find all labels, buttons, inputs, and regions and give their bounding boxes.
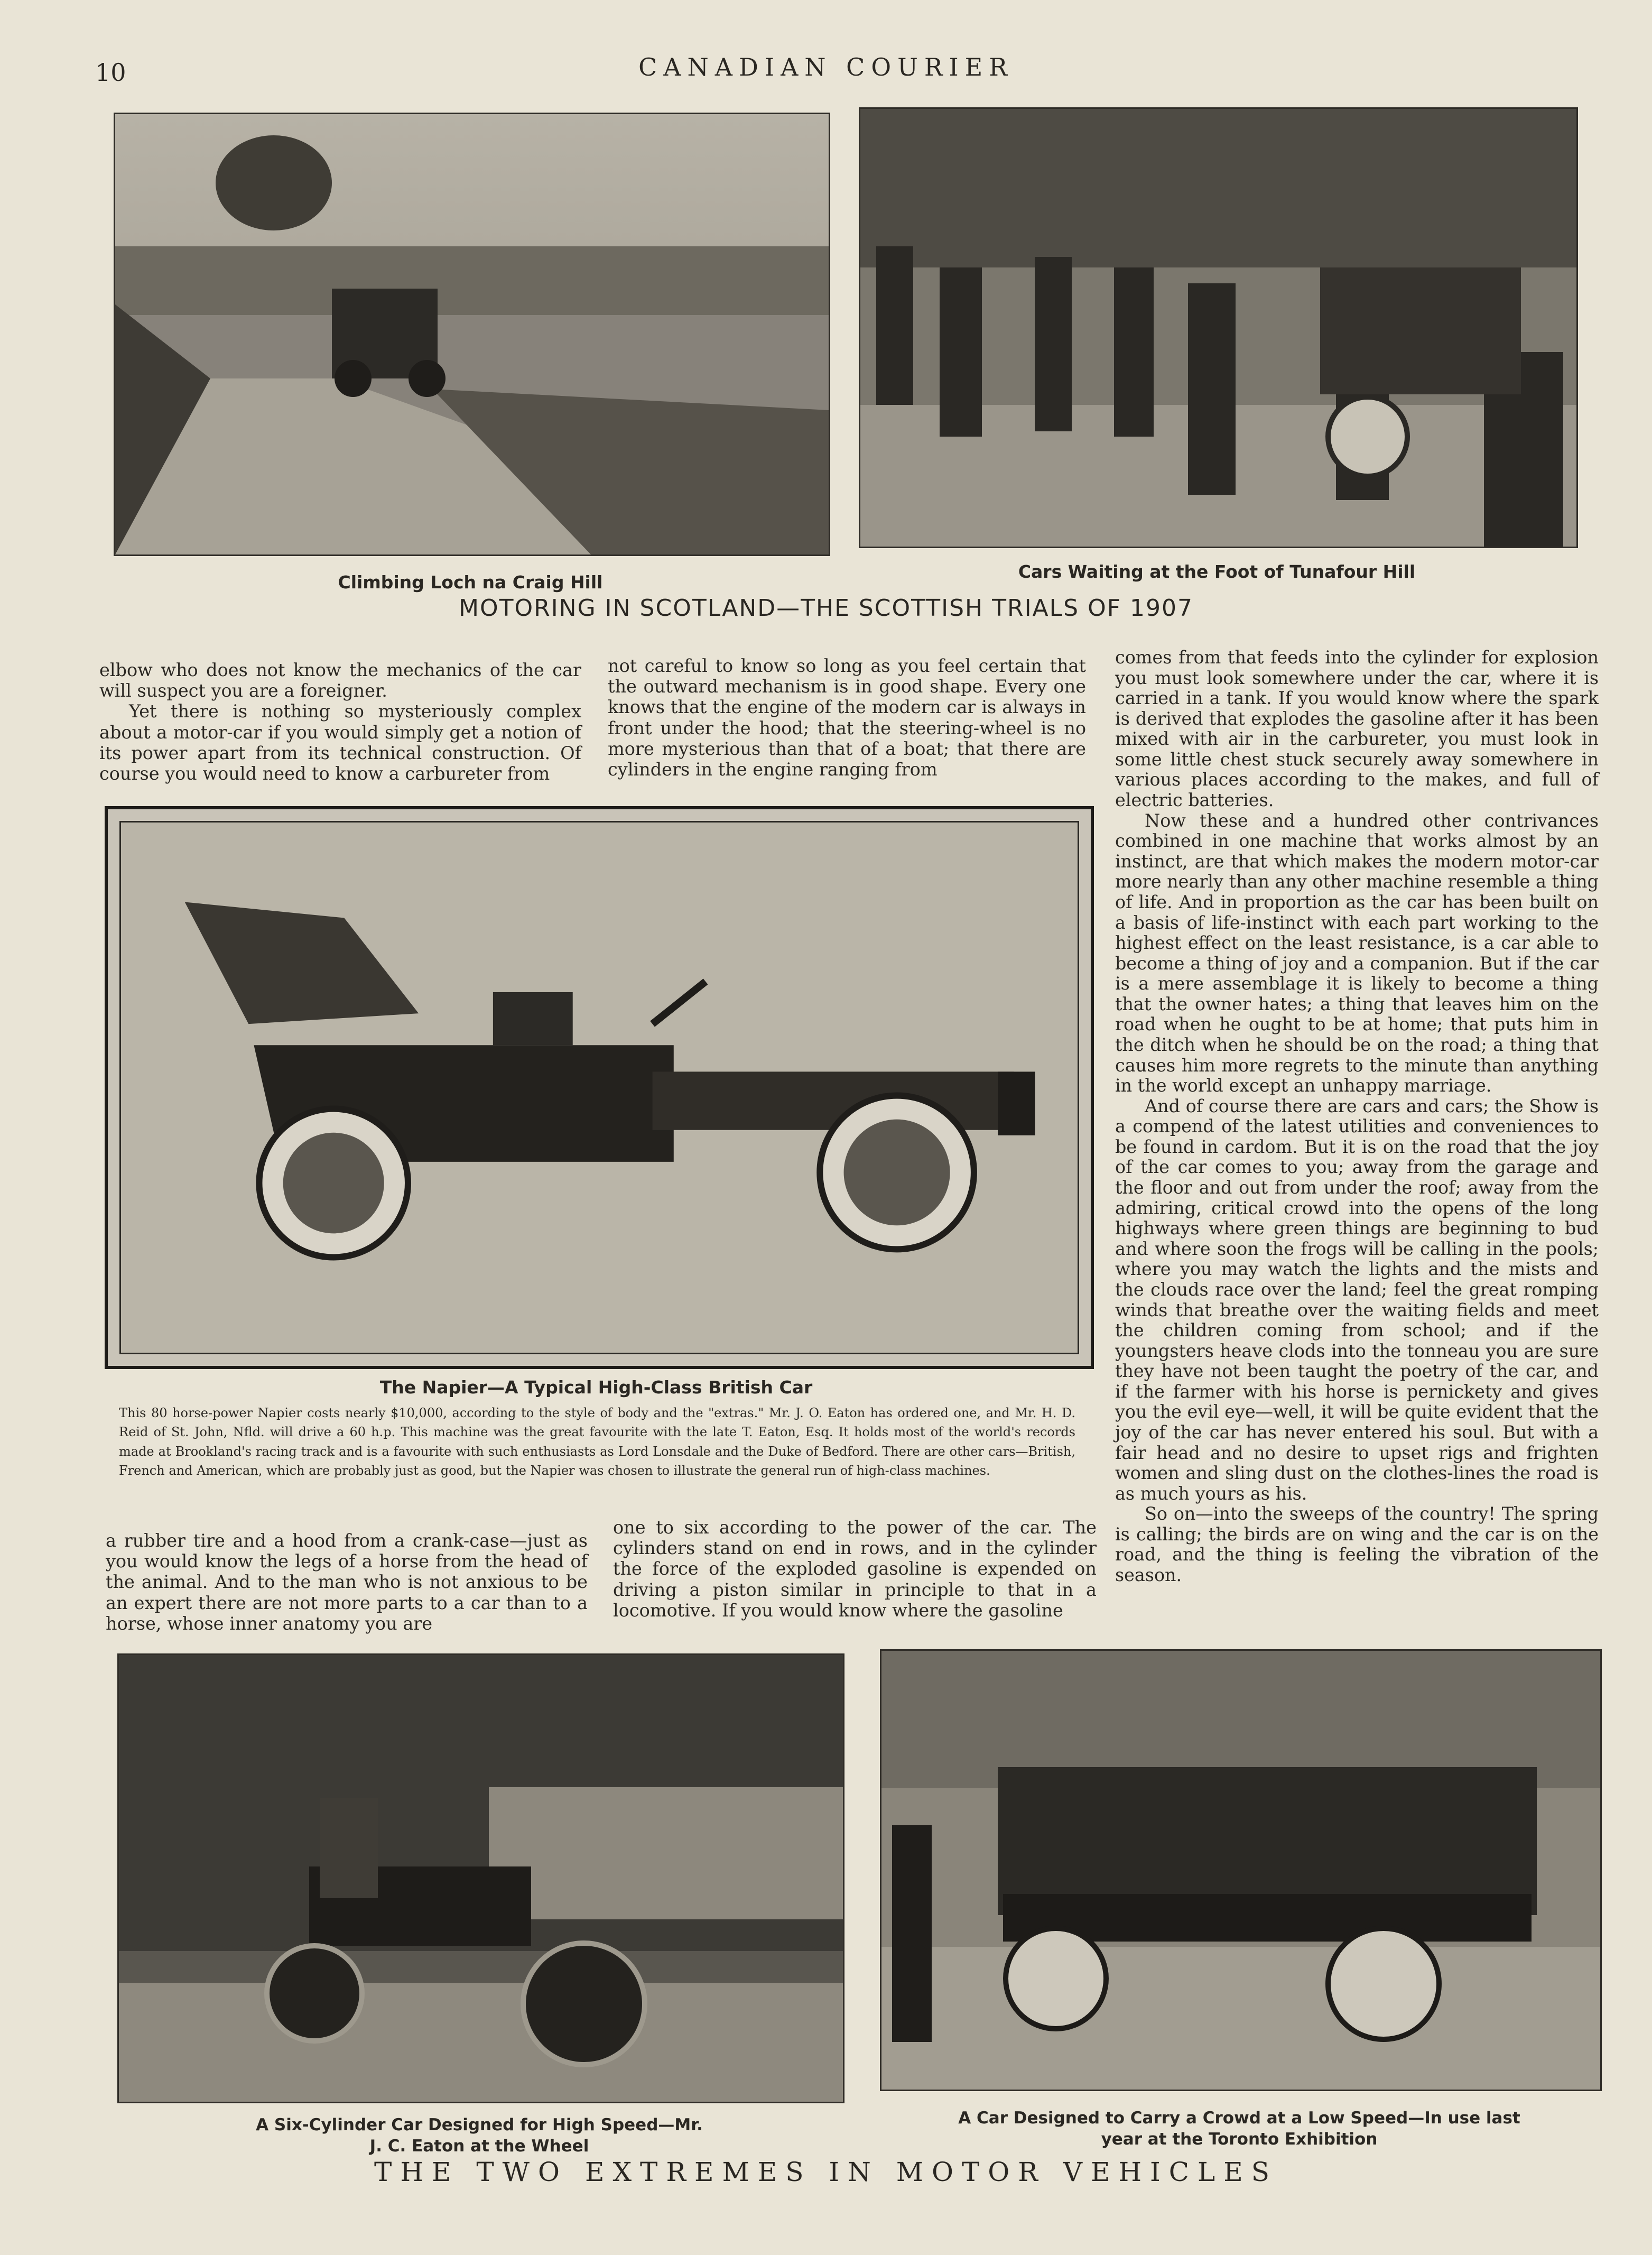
publication-title: CANADIAN COURIER (638, 53, 1014, 81)
photo-crowd-car (880, 1649, 1602, 2091)
caption-bottom-right (880, 2108, 1599, 2150)
article-headline: MOTORING IN SCOTLAND—THE SCOTTISH TRIALS OF 1907 (459, 595, 1193, 622)
article-column-2-bottom (613, 1517, 1097, 1621)
paragraph: Yet there is nothing so mysteriously complex about a motor-car if you would simply get a notion of its power apart from its technical construction. Of course you would need to know a carbureter from (99, 701, 581, 784)
illustration-napier-car (105, 806, 1094, 1369)
photo-cars-waiting (859, 107, 1578, 548)
paragraph: Now these and a hundred other contrivances combined in one machine that works almost by an instinct, are that which makes the modern motor-car more nearly than any other machine resemble a thing of life. And in proportion as the car has been built on a basis of life-instinct with each part working to the highest effect on the least resistance, is a car able to become a thing of joy and a companion. But if the car is a mere assemblage it is likely to become a thing that the owner hates; a thing that leaves him on the road when he ought to be at home; that puts him in the ditch when he should be on the road; a thing that causes him more regrets to the minute than anything in the world except an unhappy marriage. (1115, 810, 1599, 1096)
article-column-3 (1115, 648, 1599, 1586)
article-column-1-top (99, 660, 581, 784)
caption-bottom-left (117, 2114, 841, 2157)
napier-title: The Napier—A Typical High-Class British Car (379, 1377, 813, 1398)
caption-line: A Car Designed to Carry a Crowd at a Low Speed—In use last (958, 2109, 1520, 2128)
article-column-2-top (608, 655, 1086, 780)
photo-six-cylinder-car (117, 1653, 844, 2103)
paragraph: not careful to know so long as you feel certain that the outward mechanism is in good shape. Every one knows that the engine of the modern car is always in front under the hood; that the steering-wheel is no more mysterious than that of a boat; that there are cylinders in the engine ranging from (608, 655, 1086, 780)
paragraph: comes from that feeds into the cylinder for explosion you must look somewhere under the car, where it is carried in a tank. If you would know where the spark is derived that explodes the gasoline after it has been mixed with air in the carbureter, you must look in some little chest stuck securely away somewhere in various places according to the makes, and full of electric batteries. (1115, 647, 1599, 811)
article-column-1-bottom (106, 1530, 588, 1634)
page-footer-title: THE TWO EXTREMES IN MOTOR VEHICLES (374, 2157, 1278, 2187)
napier-caption: This 80 horse-power Napier costs nearly $10,000, according to the style of body and the "extras." Mr. J. O. Eaton has ordered one, and Mr. H. D. Reid of St. John, Nfld. will drive a 60 h.p. This machine was the great favourite with the late T. Eaton, Esq. It holds most of the world's records made at Brookland's racing track and is a favourite with such enthusiasts as Lord Lonsdale and the Duke of Bedford. There are other cars—British, French and American, which are probably just as good, but the Napier was chosen to illustrate the general run of high-class machines. (119, 1406, 1075, 1478)
caption-line: A Six-Cylinder Car Designed for High Speed—Mr. (256, 2115, 703, 2134)
paragraph: So on—into the sweeps of the country! The spring is calling; the birds are on wing and the car is on the road, and the thing is feeling the vibration of the season. (1115, 1503, 1599, 1586)
page-number: 10 (95, 58, 126, 87)
paragraph: elbow who does not know the mechanics of the car will suspect you are a foreigner. (99, 660, 581, 701)
caption-top-right: Cars Waiting at the Foot of Tunafour Hill (1018, 561, 1416, 582)
paragraph: one to six according to the power of the car. The cylinders stand on end in rows, and in the cylinder the force of the exploded gasoline is expended on driving a piston similar in principle to that in a locomotive. If you would know where the gasoline (613, 1517, 1097, 1621)
caption-line: year at the Toronto Exhibition (1101, 2130, 1378, 2149)
photo-climbing-hill (114, 113, 830, 556)
paragraph: a rubber tire and a hood from a crank-case—just as you would know the legs of a horse from the head of the animal. And to the man who is not anxious to be an expert there are not more parts to a car than to a horse, whose inner anatomy you are (106, 1530, 588, 1634)
paragraph: And of course there are cars and cars; the Show is a compend of the latest utilities and conveniences to be found in cardom. But it is on the road that the joy of the car comes to you; away from the garage and the floor and out from under the roof; away from the admiring, critical crowd into the opens of the long highways where green things are beginning to bud and where soon the frogs will be calling in the pools; where you may watch the lights and the mists and the clouds race over the land; feel the great romping winds that breathe over the waiting fields and meet the children coming from school; and if the youngsters heave clods into the tonneau you are sure they have not been taught the poetry of the car, and if the farmer with his horse is pernickety and gives you the evil eye—well, it will be quite evident that the joy of the car has never entered his soul. But with a fair head and no desire to upset rigs and frighten women and sling dust on the clothes-lines the road is as much yours as his. (1115, 1095, 1599, 1504)
caption-line: J. C. Eaton at the Wheel (369, 2137, 589, 2156)
caption-top-left: Climbing Loch na Craig Hill (338, 572, 603, 593)
